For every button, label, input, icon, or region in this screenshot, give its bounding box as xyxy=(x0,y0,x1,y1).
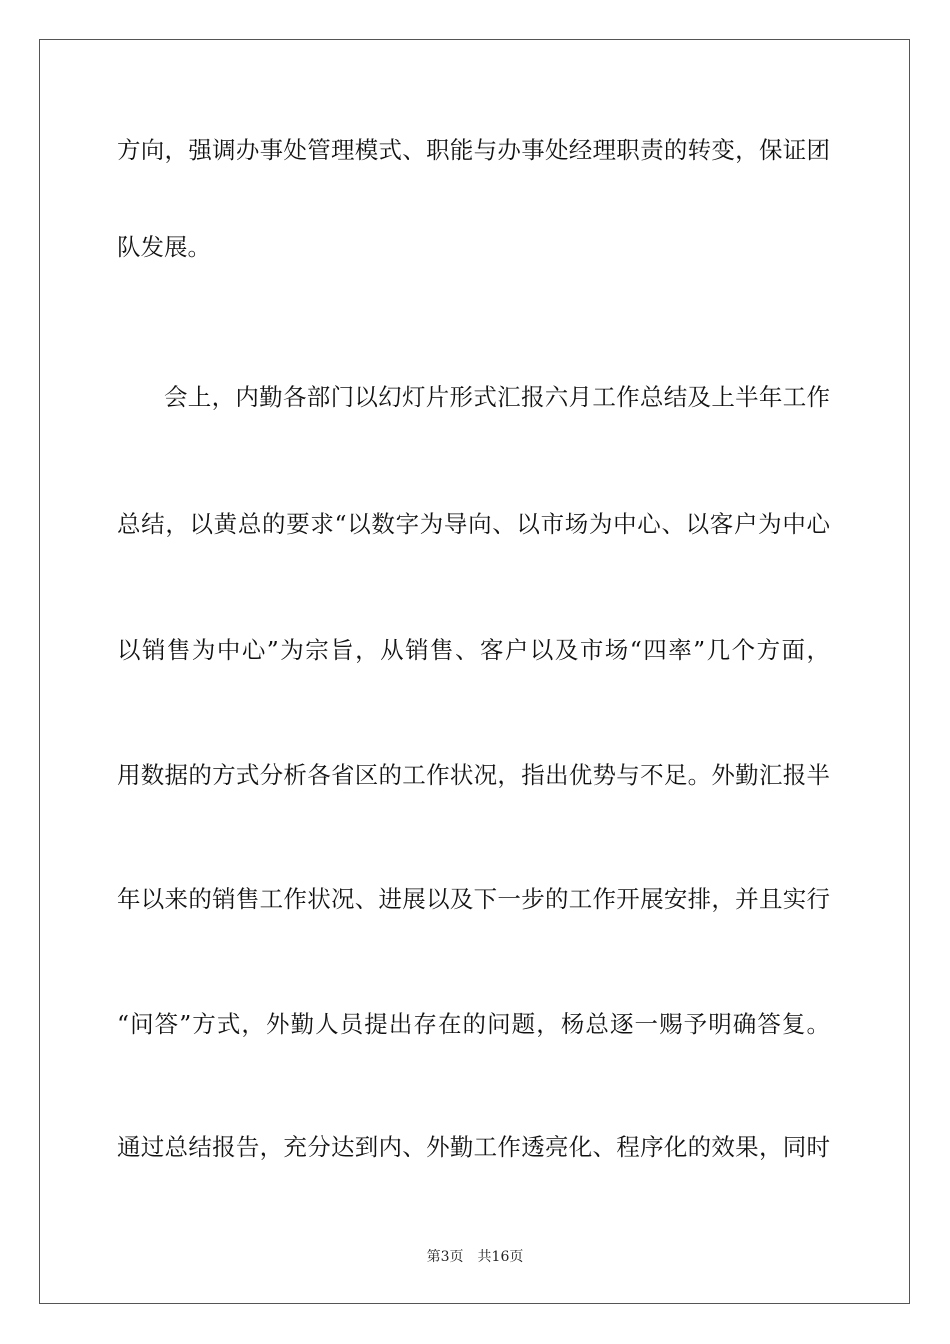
page-number: 第3页 xyxy=(426,1249,464,1265)
body-text-line: “问答”方式，外勤人员提出存在的问题，杨总逐一赐予明确答复。 xyxy=(117,1010,830,1038)
body-text-line: 年以来的销售工作状况、进展以及下一步的工作开展安排，并且实行 xyxy=(117,885,830,913)
body-text-line: 用数据的方式分析各省区的工作状况，指出优势与不足。外勤汇报半 xyxy=(117,761,830,789)
body-text-line: 以销售为中心”为宗旨，从销售、客户以及市场“四率”几个方面， xyxy=(117,636,830,664)
body-text-line: 方向，强调办事处管理模式、职能与办事处经理职责的转变，保证团 xyxy=(117,136,830,164)
page-total: 共16页 xyxy=(477,1249,524,1265)
body-text-line: 通过总结报告，充分达到内、外勤工作透亮化、程序化的效果，同时 xyxy=(117,1133,830,1161)
page-footer xyxy=(0,1245,950,1269)
body-text-line: 队发展。 xyxy=(117,233,211,261)
body-text-line: 会上，内勤各部门以幻灯片形式汇报六月工作总结及上半年工作 xyxy=(164,383,830,411)
body-text-line: 总结，以黄总的要求“以数字为导向、以市场为中心、以客户为中心 xyxy=(117,510,830,538)
page-border xyxy=(39,39,910,1304)
